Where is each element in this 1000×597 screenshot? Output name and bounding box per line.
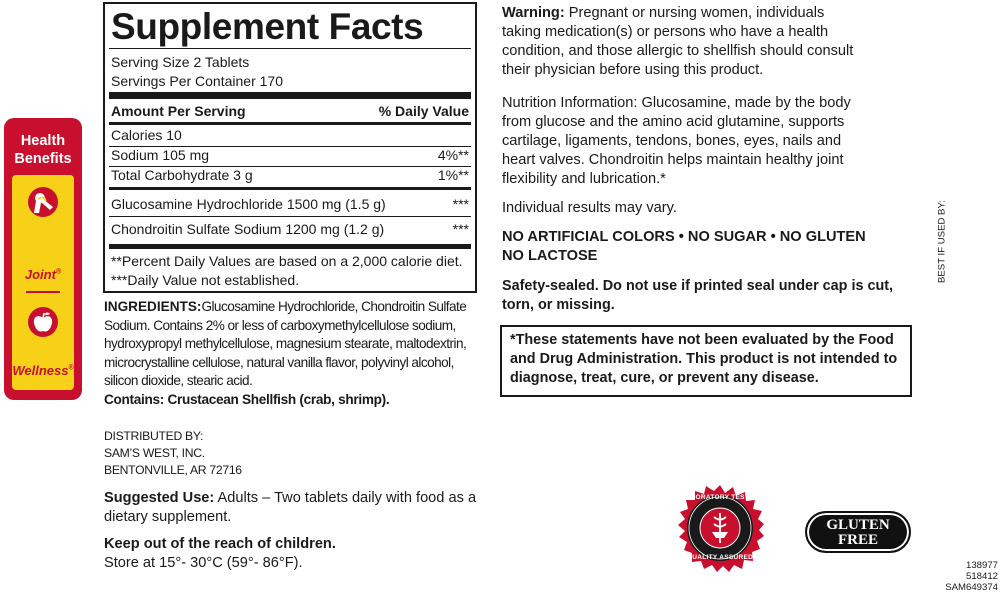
- suggested-use-block: [104, 489, 476, 527]
- nutrient-row-dv: ***: [452, 196, 469, 212]
- warning-block: [502, 4, 912, 80]
- servings-per-container: Servings Per Container 170: [111, 73, 283, 89]
- nutrition-info-text: flexibility and lubrication.*: [502, 171, 666, 187]
- seal-top-text: LABORATORY TESTED: [681, 494, 759, 501]
- badge-panel: [12, 175, 74, 390]
- free-from-line: NO ARTIFICIAL COLORS • NO SUGAR • NO GLUTEN: [502, 229, 866, 245]
- warning-text: their physician before using this product.: [502, 62, 764, 78]
- storage-instructions: Store at 15°- 30°C (59°- 86°F).: [104, 555, 303, 571]
- nutrition-info-text: Nutrition Information: Glucosamine, made by the body: [502, 95, 851, 111]
- registered-mark: ®: [68, 364, 74, 372]
- badge-item-wellness: Wellness: [12, 363, 69, 378]
- nutrient-row-name: Glucosamine Hydrochloride 1500 mg (1.5 g): [111, 196, 386, 212]
- distributor-line: BENTONVILLE, AR 72716: [104, 463, 242, 477]
- badge-divider: [26, 291, 60, 293]
- warning-label: Warning:: [502, 5, 565, 21]
- serving-size: Serving Size 2 Tablets: [111, 54, 250, 70]
- code-line: 518412: [965, 571, 998, 582]
- apple-icon: [28, 307, 58, 337]
- gluten-free-line: GLUTEN: [826, 517, 890, 533]
- gluten-free-badge: [805, 511, 911, 553]
- safety-line: torn, or missing.: [502, 297, 615, 313]
- safety-line: Safety-sealed. Do not use if printed seal under cap is cut,: [502, 278, 894, 294]
- distributor-line: SAM’S WEST, INC.: [104, 446, 205, 460]
- badge-title-line1: Health: [20, 133, 66, 149]
- ingredients-text: hydroxypropyl methylcellulose, magnesium stearate, maltodextrin,: [104, 336, 467, 352]
- supplement-facts-title: Supplement Facts: [111, 6, 424, 47]
- safety-sealed-notice: [502, 277, 893, 315]
- nutrition-information-block: [502, 94, 912, 189]
- product-codes: [930, 560, 998, 593]
- nutrition-info-text: from glucose and the amino acid glutamine, supports: [502, 114, 845, 130]
- ingredients-text: microcrystalline cellulose, natural vanilla flavor, polyvinyl alcohol,: [104, 354, 454, 370]
- individual-results: Individual results may vary.: [502, 200, 677, 216]
- warning-text: taking medication(s) or persons who have a health: [502, 24, 829, 40]
- health-benefits-badge: [4, 118, 82, 400]
- footnote-percent: **Percent Daily Values are based on a 2,000 calorie diet.: [111, 253, 463, 269]
- suggested-use-text: dietary supplement.: [104, 509, 232, 525]
- free-from-line: NO LACTOSE: [502, 248, 598, 264]
- registered-mark: ®: [55, 268, 62, 276]
- supplement-facts-panel: [103, 2, 477, 293]
- nutrient-row-name: Total Carbohydrate 3 g: [111, 167, 253, 183]
- distributor-block: [104, 428, 242, 479]
- warning-text: Pregnant or nursing women, individuals: [564, 5, 825, 21]
- code-line: 138977: [965, 560, 998, 571]
- section-rule: [109, 187, 471, 190]
- seal-bottom-text: QUALITY ASSURED: [686, 554, 754, 561]
- disclaimer-line: diagnose, treat, cure, or prevent any disease.: [510, 370, 819, 386]
- nutrient-row-dv: ***: [452, 221, 469, 237]
- title-rule: [109, 48, 471, 49]
- joint-icon: [28, 187, 58, 217]
- best-if-used-by-label: BEST IF USED BY:: [936, 200, 948, 283]
- nutrient-row-dv: 1%**: [437, 167, 469, 183]
- badge-title-line2: Benefits: [14, 151, 72, 167]
- code-line: SAM649374: [945, 582, 998, 593]
- row-rule: [109, 216, 471, 217]
- ingredients-text: Sodium. Contains 2% or less of carboxymethylcellulose sodium,: [104, 317, 456, 333]
- ingredients-block: [104, 298, 484, 410]
- gluten-free-line: FREE: [837, 532, 878, 548]
- laboratory-tested-seal: [676, 484, 764, 572]
- allergen-statement: Contains: Crustacean Shellfish (crab, shrimp).: [104, 391, 390, 407]
- suggested-use-label: Suggested Use:: [104, 490, 215, 506]
- best-if-used-by: [935, 198, 949, 288]
- badge-title: [4, 132, 82, 168]
- suggested-use-text: Adults – Two tablets daily with food as a: [214, 490, 477, 506]
- free-from-claims: [502, 228, 866, 266]
- fda-disclaimer-box: [500, 325, 912, 397]
- daily-value-header: % Daily Value: [378, 103, 469, 119]
- nutrition-info-text: heart valves. Chondroitin helps maintain healthy joint: [502, 152, 844, 168]
- header-rule: [109, 122, 471, 125]
- thick-rule: [109, 92, 471, 99]
- nutrient-row-name: Calories 10: [111, 127, 182, 143]
- nutrition-info-text: cartilage, ligaments, tendons, bones, eyes, nails and: [502, 133, 842, 149]
- ingredients-label: INGREDIENTS:: [104, 299, 202, 314]
- ingredients-text: silicon dioxide, stearic acid.: [104, 373, 253, 389]
- badge-item-joint: Joint: [24, 267, 56, 282]
- warning-text: condition, and those allergic to shellfish should consult: [502, 43, 854, 59]
- bottom-rule: [109, 244, 471, 249]
- disclaimer-line: *These statements have not been evaluated by the Food: [510, 332, 894, 348]
- nutrient-row-name: Sodium 105 mg: [111, 147, 210, 163]
- distributor-line: DISTRIBUTED BY:: [104, 429, 204, 443]
- keep-out-of-reach: Keep out of the reach of children.: [104, 536, 336, 552]
- amount-per-serving-header: Amount Per Serving: [111, 103, 246, 119]
- nutrient-row-dv: 4%**: [437, 147, 469, 163]
- ingredients-text: Glucosamine Hydrochloride, Chondroitin Sulfate: [201, 299, 467, 314]
- footnote-dv: ***Daily Value not established.: [111, 272, 300, 288]
- nutrient-row-name: Chondroitin Sulfate Sodium 1200 mg (1.2 g): [111, 221, 385, 237]
- disclaimer-line: and Drug Administration. This product is not intended to: [510, 351, 898, 367]
